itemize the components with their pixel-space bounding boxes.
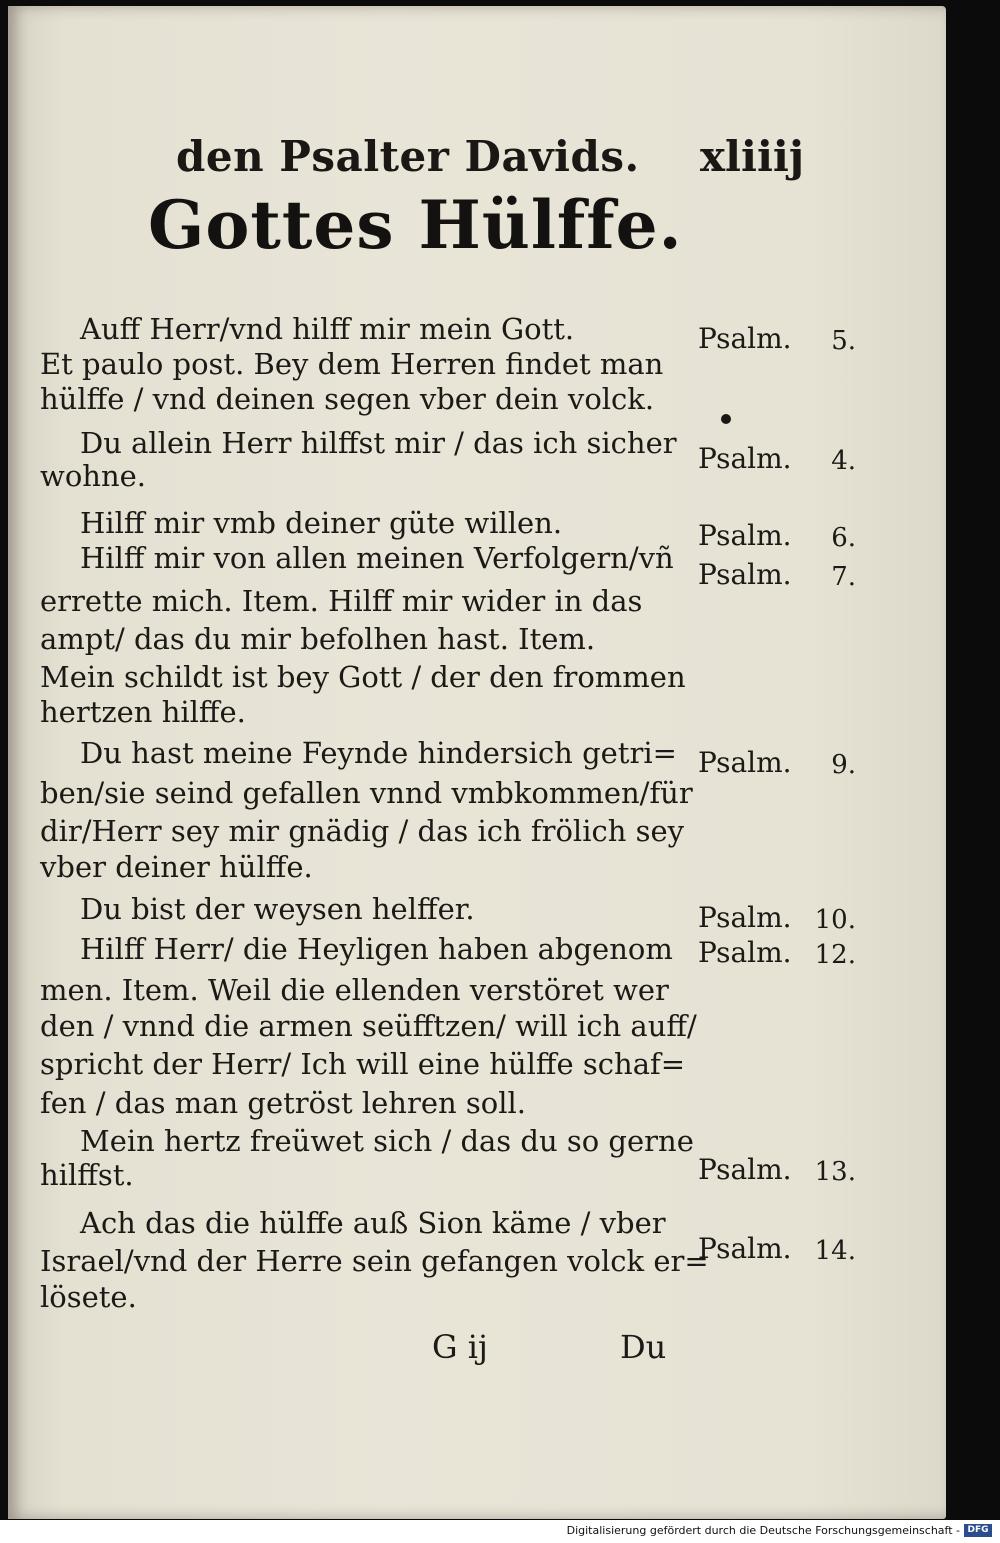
book-page (8, 6, 946, 1519)
psalm-reference-number: 6. (831, 523, 856, 553)
psalm-reference-number: 13. (814, 1157, 856, 1187)
text-line: spricht der Herr/ Ich will eine hülffe schaf= (40, 1047, 686, 1081)
text-line: Mein hertz freüwet sich / das du so gerne (80, 1124, 694, 1158)
text-line: den / vnnd die armen seüfftzen/ will ich auff/ (40, 1009, 697, 1043)
text-line: errette mich. Item. Hilff mir wider in das (40, 584, 643, 618)
psalm-reference-label: Psalm. (698, 442, 792, 475)
text-line: Hilff Herr/ die Heyligen haben abgenom (80, 932, 673, 966)
text-line: Hilff mir vmb deiner güte willen. (80, 506, 563, 540)
psalm-reference-number: 7. (831, 562, 856, 592)
text-line: Israel/vnd der Herre sein gefangen volck er= (40, 1244, 709, 1278)
signature-mark: G ij (432, 1328, 488, 1366)
text-line: ben/sie seind gefallen vnnd vmbkommen/für (40, 776, 693, 810)
text-line: dir/Herr sey mir gnädig / das ich frölich sey (40, 814, 685, 848)
text-line: Du hast meine Feynde hindersich getri= (80, 736, 677, 770)
text-line: Du allein Herr hilffst mir / das ich sicher (80, 426, 677, 460)
text-line: hülffe / vnd deinen segen vber dein volck. (40, 382, 655, 416)
text-line: Hilff mir von allen meinen Verfolgern/vñ (80, 541, 674, 575)
psalm-reference-label: Psalm. (698, 936, 792, 969)
psalm-reference-number: 4. (831, 446, 856, 476)
psalm-reference-label: Psalm. (698, 901, 792, 934)
catchword: Du (620, 1328, 667, 1366)
running-head: den Psalter Davids. (176, 132, 640, 181)
text-line: wohne. (40, 459, 147, 493)
text-line: hilffst. (40, 1158, 134, 1192)
text-line: ampt/ das du mir befolhen hast. Item. (40, 622, 596, 656)
psalm-reference-label: Psalm. (698, 322, 792, 355)
text-line: hertzen hilffe. (40, 695, 246, 729)
psalm-reference-label: Psalm. (698, 1153, 792, 1186)
text-line: Et paulo post. Bey dem Herren findet man (40, 347, 664, 381)
psalm-reference-number: 14. (814, 1236, 856, 1266)
text-line: men. Item. Weil die ellenden verstöret wer (40, 973, 669, 1007)
psalm-reference-label: Psalm. (698, 558, 792, 591)
text-line: Ach das die hülffe auß Sion käme / vber (80, 1206, 666, 1240)
psalm-reference-label: Psalm. (698, 519, 792, 552)
psalm-reference-number: 12. (814, 940, 856, 970)
psalm-reference-number: 10. (814, 905, 856, 935)
psalm-reference-label: Psalm. (698, 746, 792, 779)
dfg-logo: DFG (964, 1524, 992, 1537)
text-line: Auff Herr/vnd hilff mir mein Gott. (80, 312, 575, 346)
psalm-reference-label: Psalm. (698, 1232, 792, 1265)
footer-bar (0, 1520, 1000, 1543)
ink-speck (721, 414, 731, 424)
text-line: Mein schildt ist bey Gott / der den frommen (40, 660, 686, 694)
text-line: Du bist der weysen helffer. (80, 892, 475, 926)
folio-number: xliiij (700, 132, 805, 181)
text-line: lösete. (40, 1280, 137, 1314)
text-line: fen / das man getröst lehren soll. (40, 1086, 527, 1120)
psalm-reference-number: 5. (831, 326, 856, 356)
funding-credit: Digitalisierung gefördert durch die Deutsche Forschungsgemeinschaft - (566, 1524, 960, 1537)
section-title: Gottes Hülffe. (148, 186, 683, 264)
psalm-reference-number: 9. (831, 750, 856, 780)
text-line: vber deiner hülffe. (40, 850, 313, 884)
